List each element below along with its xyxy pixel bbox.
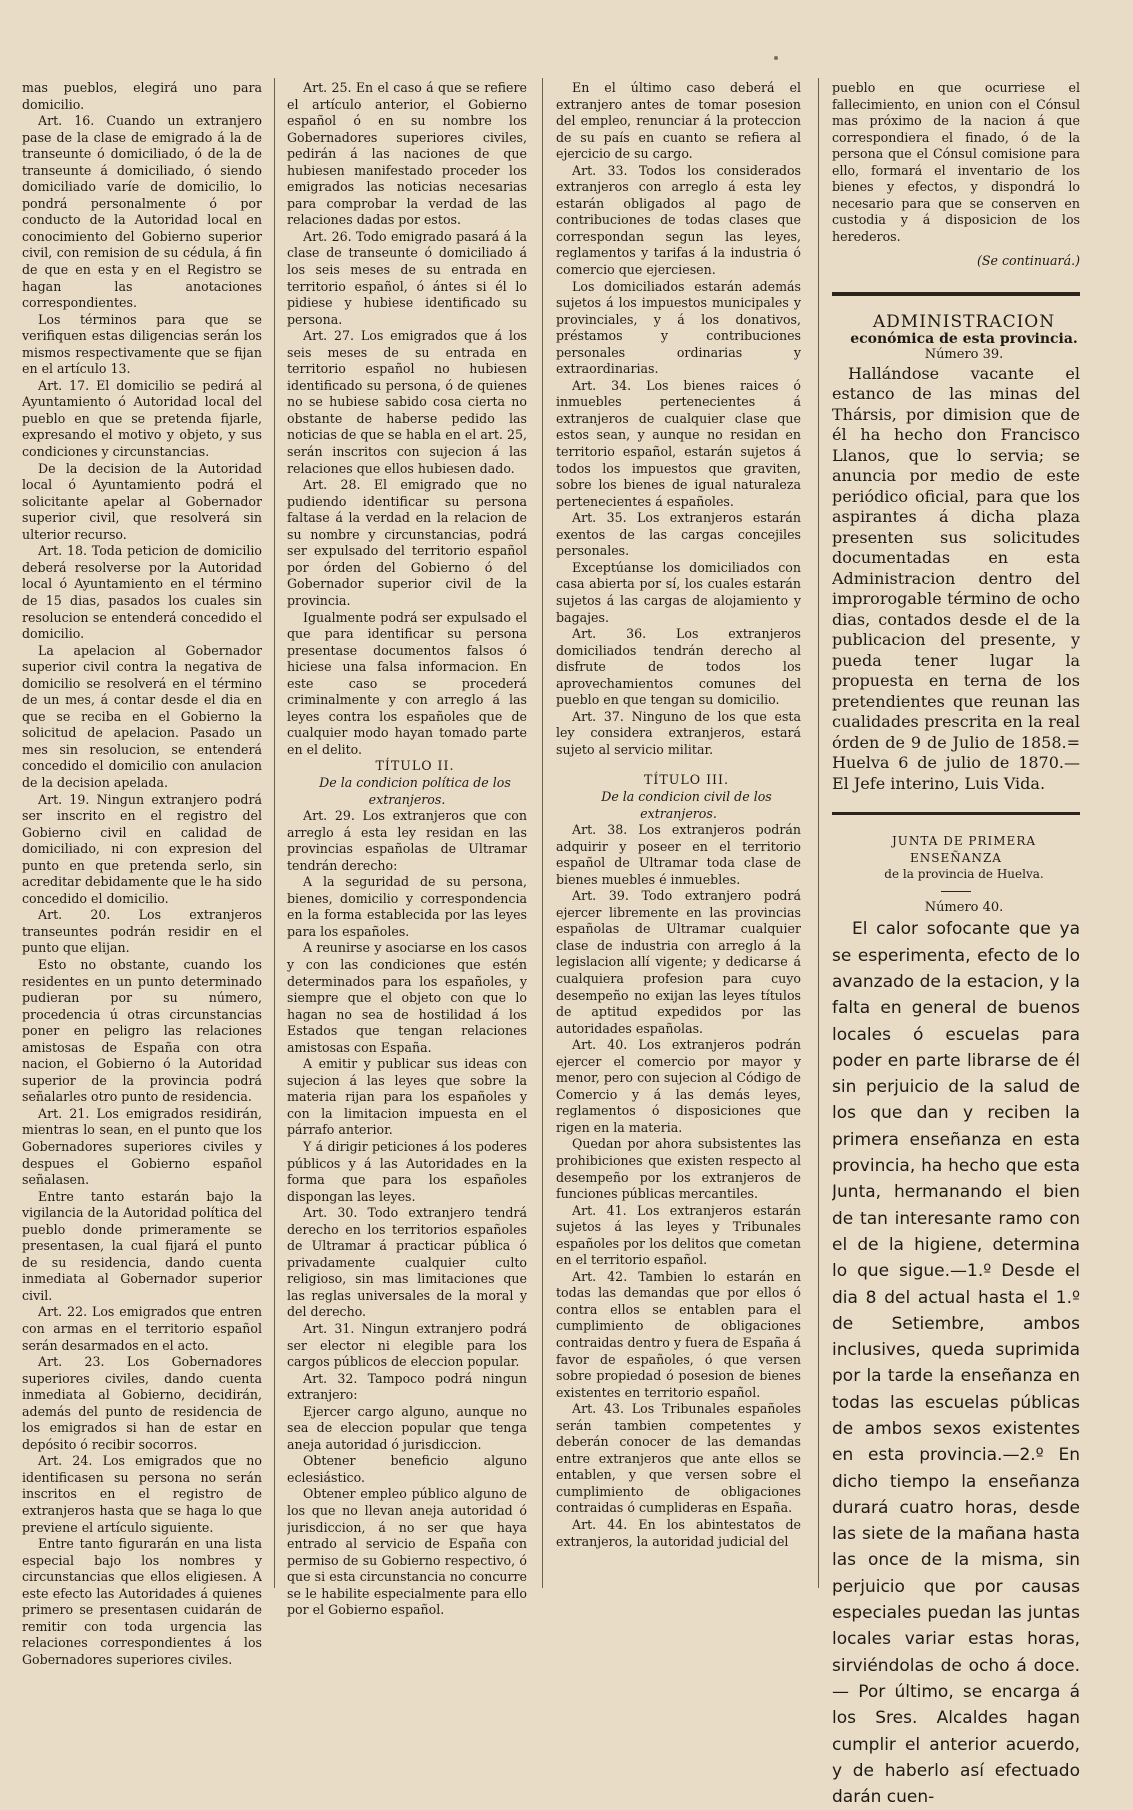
paragraph: Art. 21. Los emigrados residirán, mientras lo sean, en el punto que los Gobernadores superiores civiles y despues el Gobierno español señalasen.: [22, 1105, 262, 1188]
paragraph: Y á dirigir peticiones á los poderes públicos y á las Autoridades en la forma que para los españoles dispongan las leyes.: [287, 1139, 527, 1204]
paragraph: Art. 32. Tampoco podrá ningun extranjero:: [287, 1370, 527, 1403]
short-divider: [941, 891, 971, 892]
paragraph: Art. 26. Todo emigrado pasará á la clase de transeunte ó domiciliado á los seis meses de su entrada en territorio español, ó ántes si él lo pidiese y hubiese identificado su persona.: [287, 228, 527, 327]
paragraph: pueblo en que ocurriese el fallecimiento, en union con el Cónsul mas próximo de la nacion á que correspondiera el finado, ó de la persona que el Cónsul comisione para ello, formará el inventario de los bienes y efectos, y dispondrá lo necesario para que se conserven en custodia y á disposicion de los herederos.: [832, 80, 1080, 244]
paragraph: Art. 17. El domicilio se pedirá al Ayuntamiento ó Autoridad local del pueblo en que se pretenda fijarle, expresando el motivo y objeto, y sus condiciones y circunstancias.: [22, 377, 262, 460]
paragraph: Art. 33. Todos los considerados extranjeros con arreglo á esta ley estarán obligados al pago de contribuciones de todas clases que correspondan segun las leyes, reglamentos y tarifas á la industria ó comercio que ejerciesen.: [556, 162, 801, 278]
junta-subtitle: de la provincia de Huelva.: [884, 867, 1044, 882]
paragraph: Art. 35. Los extranjeros estarán exentos de las cargas concejiles personales.: [556, 510, 801, 559]
paragraph: Art. 19. Ningun extranjero podrá ser inscrito en el registro del Gobierno civil en calidad de domiciliado, ni con expresion del punto en que pretenda serlo, sin acreditar debidamente que le ha sido concedido el domicilio.: [22, 791, 262, 906]
paragraph: Ejercer cargo alguno, aunque no sea de eleccion popular que tenga aneja autoridad ó jurisdiccion.: [287, 1403, 527, 1452]
paragraph: mas pueblos, elegirá uno para domicilio.: [22, 80, 262, 112]
paragraph: Igualmente podrá ser expulsado el que para identificar su persona presentase documentos falsos ó hiciese una falsa informacion. En este caso se procederá criminalmente y con arreglo á las leyes contra los españoles que de cualquier modo hayan tomado parte en el delito.: [287, 609, 527, 757]
paragraph: Art. 39. Todo extranjero podrá ejercer libremente en las provincias españolas de Ultramar cualquier clase de industria con arreglo á la legislacion allí vigente; y dedicarse á cualquiera profesion para cuyo desempeño no exijan las leyes títulos de aptitud expedidos por las autoridades españolas.: [556, 888, 801, 1036]
title-subheading: De la condicion política de los extranjeros.: [319, 774, 511, 807]
section-divider: [832, 292, 1080, 296]
paragraph: A emitir y publicar sus ideas con sujecion á las leyes que sobre la materia rijan para los españoles y con la limitacion impuesta en el párrafo anterior.: [287, 1056, 527, 1138]
paragraph: Obtener beneficio alguno eclesiástico.: [287, 1453, 527, 1485]
column-rule: [542, 78, 543, 1588]
column-3: [556, 80, 801, 1550]
paragraph: Art. 31. Ningun extranjero podrá ser elector ni elegible para los cargos públicos de eleccion popular.: [287, 1321, 527, 1370]
notice-text: El calor sofocante que ya se esperimenta, efecto de lo avanzado de la estacion, y la falta en general de buenos locales ó escuelas para poder en parte librarse de él sin perjuicio de la salud de los que dan y reciben la primera enseñanza en esta provincia, ha hecho que esta Junta, hermanando el bien de tan interesante ramo con el de la higiene, determina lo que sigue.—1.º Desde el dia 8 del actual hasta el 1.º de Setiembre, ambos inclusives, queda suprimida por la tarde la enseñanza en todas las escuelas públicas de ambos sexos existentes en esta provincia.—2.º En dicho tiempo la enseñanza durará cuatro horas, desde las siete de la mañana hasta las once de la misma, sin perjuicio que por causas especiales puedan las juntas locales variar estas horas, sirviéndolas de ocho á doce.— Por último, se encarga á los Sres. Alcaldes hagan cumplir el anterior acuerdo, y de haberlo así efectuado darán cuen-: [832, 919, 1080, 1808]
paragraph: Art. 38. Los extranjeros podrán adquirir y poseer en el territorio español de Ultramar toda clase de bienes muebles é inmuebles.: [556, 822, 801, 887]
title-heading: TÍTULO II.: [375, 758, 455, 774]
notice-number: Número 39.: [924, 347, 1004, 363]
section-divider: [832, 812, 1080, 815]
paragraph: Art. 34. Los bienes raices ó inmuebles pertenecientes á extranjeros de cualquier clase que estos sean, y aunque no residan en territorio español, estarán sujetos á todos los impuestos que graviten, sobre los bienes de igual naturaleza pertenecientes á españoles.: [556, 377, 801, 509]
paragraph: Art. 25. En el caso á que se refiere el artículo anterior, el Gobierno español ó en su nombre los Gobernadores superiores civiles, pedirán á las naciones de que hubiesen manifestado proceder los emigrados las noticias necesarias para comprobar la verdad de las relaciones dadas por estos.: [287, 80, 527, 228]
paragraph: Art. 36. Los extranjeros domiciliados tendrán derecho al disfrute de todos los aprovechamientos comunes del pueblo en que tengan su domicilio.: [556, 626, 801, 708]
paragraph: Art. 27. Los emigrados que á los seis meses de su entrada en territorio español no hubiesen identificado su persona, ó de quienes no se hubiese sabido cosa cierta no obstante de haberse pedido las noticias de que se habla en el art. 25, serán inscritos con sujecion á las relaciones que ellos hubiesen dado.: [287, 328, 527, 476]
title-subheading: De la condicion civil de los extranjeros.: [601, 788, 772, 821]
continued-note: (Se continuará.): [976, 253, 1080, 269]
paragraph: Esto no obstante, cuando los residentes en un punto determinado pudieran por su número, procedencia ú otras circunstancias poner en peligro las relaciones amistosas de España con otra nacion, el Gobierno ó la Autoridad superior de la provincia podrá señalarles otro punto de residencia.: [22, 956, 262, 1105]
notice-number: Número 40.: [924, 899, 1004, 915]
paragraph: De la decision de la Autoridad local ó Ayuntamiento podrá el solicitante apelar al Gobernador superior civil, que resolverá sin ulterior recurso.: [22, 460, 262, 542]
paragraph: Art. 18. Toda peticion de domicilio deberá resolverse por la Autoridad local ó Ayuntamiento en el término de 15 dias, pasados los cuales sin resolucion se entenderá concedido el domicilio.: [22, 543, 262, 642]
paragraph: Art. 29. Los extranjeros que con arreglo á esta ley residan en las provincias españolas de Ultramar tendrán derecho:: [287, 808, 527, 873]
paragraph: Art. 30. Todo extranjero tendrá derecho en los territorios españoles de Ultramar á practicar pública ó privadamente cualquier culto religioso, sin mas limitaciones que las reglas universales de la moral y del derecho.: [287, 1205, 527, 1320]
paragraph: Art. 22. Los emigrados que entren con armas en el territorio español serán desarmados en el acto.: [22, 1304, 262, 1353]
paragraph: La apelacion al Gobernador superior civil contra la negativa de domicilio se resolverá en el término de un mes, á contar desde el dia en que se reciba en el Gobierno la solicitud de apelacion. Pasado un mes sin resolucion, se entenderá concedido el domicilio con anulacion de la decision apelada.: [22, 642, 262, 790]
paragraph: Art. 24. Los emigrados que no identificasen su persona no serán inscritos en el registro de extranjeros hasta que se haga lo que previene el artículo siguiente.: [22, 1453, 262, 1535]
column-rule: [274, 78, 275, 1588]
paragraph: Obtener empleo público alguno de los que no llevan aneja autoridad ó jurisdiccion, á no ser que haya entrado al servicio de España con permiso de su Gobierno respectivo, ó que si esta circunstancia no concurre se le habilite especialmente para ello por el Gobierno español.: [287, 1486, 527, 1618]
paragraph: Art. 44. En los abintestatos de extranjeros, la autoridad judicial del: [556, 1517, 801, 1549]
paragraph: Art. 37. Ninguno de los que esta ley considera extranjeros, estará sujeto al servicio militar.: [556, 708, 801, 757]
paragraph: Art. 42. Tambien lo estarán en todas las demandas que por ellos ó contra ellos se entablen para el cumplimiento de obligaciones contraidas dentro y fuera de España á favor de españoles, ó que versen sobre propiedad ó posesion de bienes existentes en territorio español.: [556, 1268, 801, 1400]
paragraph: Art. 41. Los extranjeros estarán sujetos á las leyes y Tribunales españoles por los delitos que cometan en el territorio español.: [556, 1202, 801, 1268]
paragraph: A reunirse y asociarse en los casos y con las condiciones que estén determinados para los españoles, y siempre que el objeto con que lo hagan no sea de hostilidad á los Estados que tengan relaciones amistosas con España.: [287, 940, 527, 1055]
paragraph: Entre tanto figurarán en una lista especial bajo los nombres y circunstancias que ellos eligiesen. A este efecto las Autoridades á quienes primero se presentasen cuidarán de remitir con toda urgencia las relaciones correspondientes á los Gobernadores superiores civiles.: [22, 1536, 262, 1667]
paragraph: Exceptúanse los domiciliados con casa abierta por sí, los cuales estarán sujetos á las cargas de alojamiento y bagajes.: [556, 559, 801, 625]
section-subtitle: económica de esta provincia.: [850, 330, 1078, 347]
paragraph: Entre tanto estarán bajo la vigilancia de la Autoridad política del pueblo donde primeramente se presentasen, la cual fijará el punto de su residencia, dando cuenta inmediata al Gobernador superior civil.: [22, 1188, 262, 1303]
paragraph: En el último caso deberá el extranjero antes de tomar posesion del empleo, renunciar á la proteccion de su país en cuanto se refiera al ejercicio de su cargo.: [556, 80, 801, 162]
paragraph: Art. 23. Los Gobernadores superiores civiles, dando cuenta inmediata al Gobierno, decidirán, además del punto de residencia de los emigrados si han de estar en depósito ó recibir socorros.: [22, 1354, 262, 1452]
notice-body: [832, 364, 1080, 795]
notice-body: [832, 916, 1080, 1810]
print-mark: [774, 56, 778, 60]
section-title: ADMINISTRACION: [872, 312, 1056, 333]
paragraph: Art. 40. Los extranjeros podrán ejercer el comercio por mayor y menor, pero con sujecion al Código de Comercio y á las demás leyes, reglamentos ó disposiciones que rigen en la materia.: [556, 1037, 801, 1135]
junta-title: JUNTA DE PRIMERA ENSEÑANZA: [891, 834, 1037, 865]
column-rule: [818, 78, 819, 1588]
column-2: [287, 80, 527, 1619]
paragraph: Art. 43. Los Tribunales españoles serán tambien competentes y deberán conocer de las demandas entre extranjeros que ante ellos se entablen, y que versen sobre el cumplimiento de obligaciones contraidas ó cumplideras en España.: [556, 1401, 801, 1516]
title-heading: TÍTULO III.: [643, 772, 729, 788]
notice-text: Hallándose vacante el estanco de las minas del Thársis, por dimision que de él ha hecho don Francisco Llanos, que lo servia; se anuncia por medio de este periódico oficial, para que los aspirantes á dicha plaza presenten sus solicitudes documentadas en esta Administracion dentro del improrogable término de ocho dias, contados desde el de la publicacion del presente, y pueda tener lugar la propuesta en terna de los pretendientes que reunan las cualidades prescrita en la real órden de 9 de Julio de 1858.= Huelva 6 de julio de 1870.— El Jefe interino, Luis Vida.: [832, 363, 1080, 793]
column-1: [22, 80, 262, 1669]
paragraph: Los términos para que se verifiquen estas diligencias serán los mismos respectivamente que se fijan en el artículo 13.: [22, 311, 262, 377]
column-4: [832, 80, 1080, 1810]
paragraph: Art. 20. Los extranjeros transeuntes podrán residir en el punto que elijan.: [22, 907, 262, 956]
paragraph: Los domiciliados estarán además sujetos á los impuestos municipales y provinciales, y á los donativos, préstamos y contribuciones personales ordinarias y extraordinarias.: [556, 278, 801, 377]
paragraph: Art. 16. Cuando un extranjero pase de la clase de emigrado á la de transeunte ó domiciliado, ó de la de transeunte á domiciliado, ó siendo domiciliado varíe de domicilio, lo pondrá personalmente ó por conducto de la Autoridad local en conocimiento del Gobierno superior civil, con remision de su cédula, á fin de que en esta y en el Registro se hagan las anotaciones correspondientes.: [22, 113, 262, 311]
paragraph: Art. 28. El emigrado que no pudiendo identificar su persona faltase á la verdad en la relacion de su nombre y circunstancias, podrá ser expulsado del territorio español por órden del Gobierno ó del Gobernador superior civil de la provincia.: [287, 477, 527, 608]
paragraph: Quedan por ahora subsistentes las prohibiciones que existen respecto al desempeño por los extranjeros de funciones públicas mercantiles.: [556, 1136, 801, 1202]
paragraph: A la seguridad de su persona, bienes, domicilio y correspondencia en la forma establecida por las leyes para los españoles.: [287, 874, 527, 939]
